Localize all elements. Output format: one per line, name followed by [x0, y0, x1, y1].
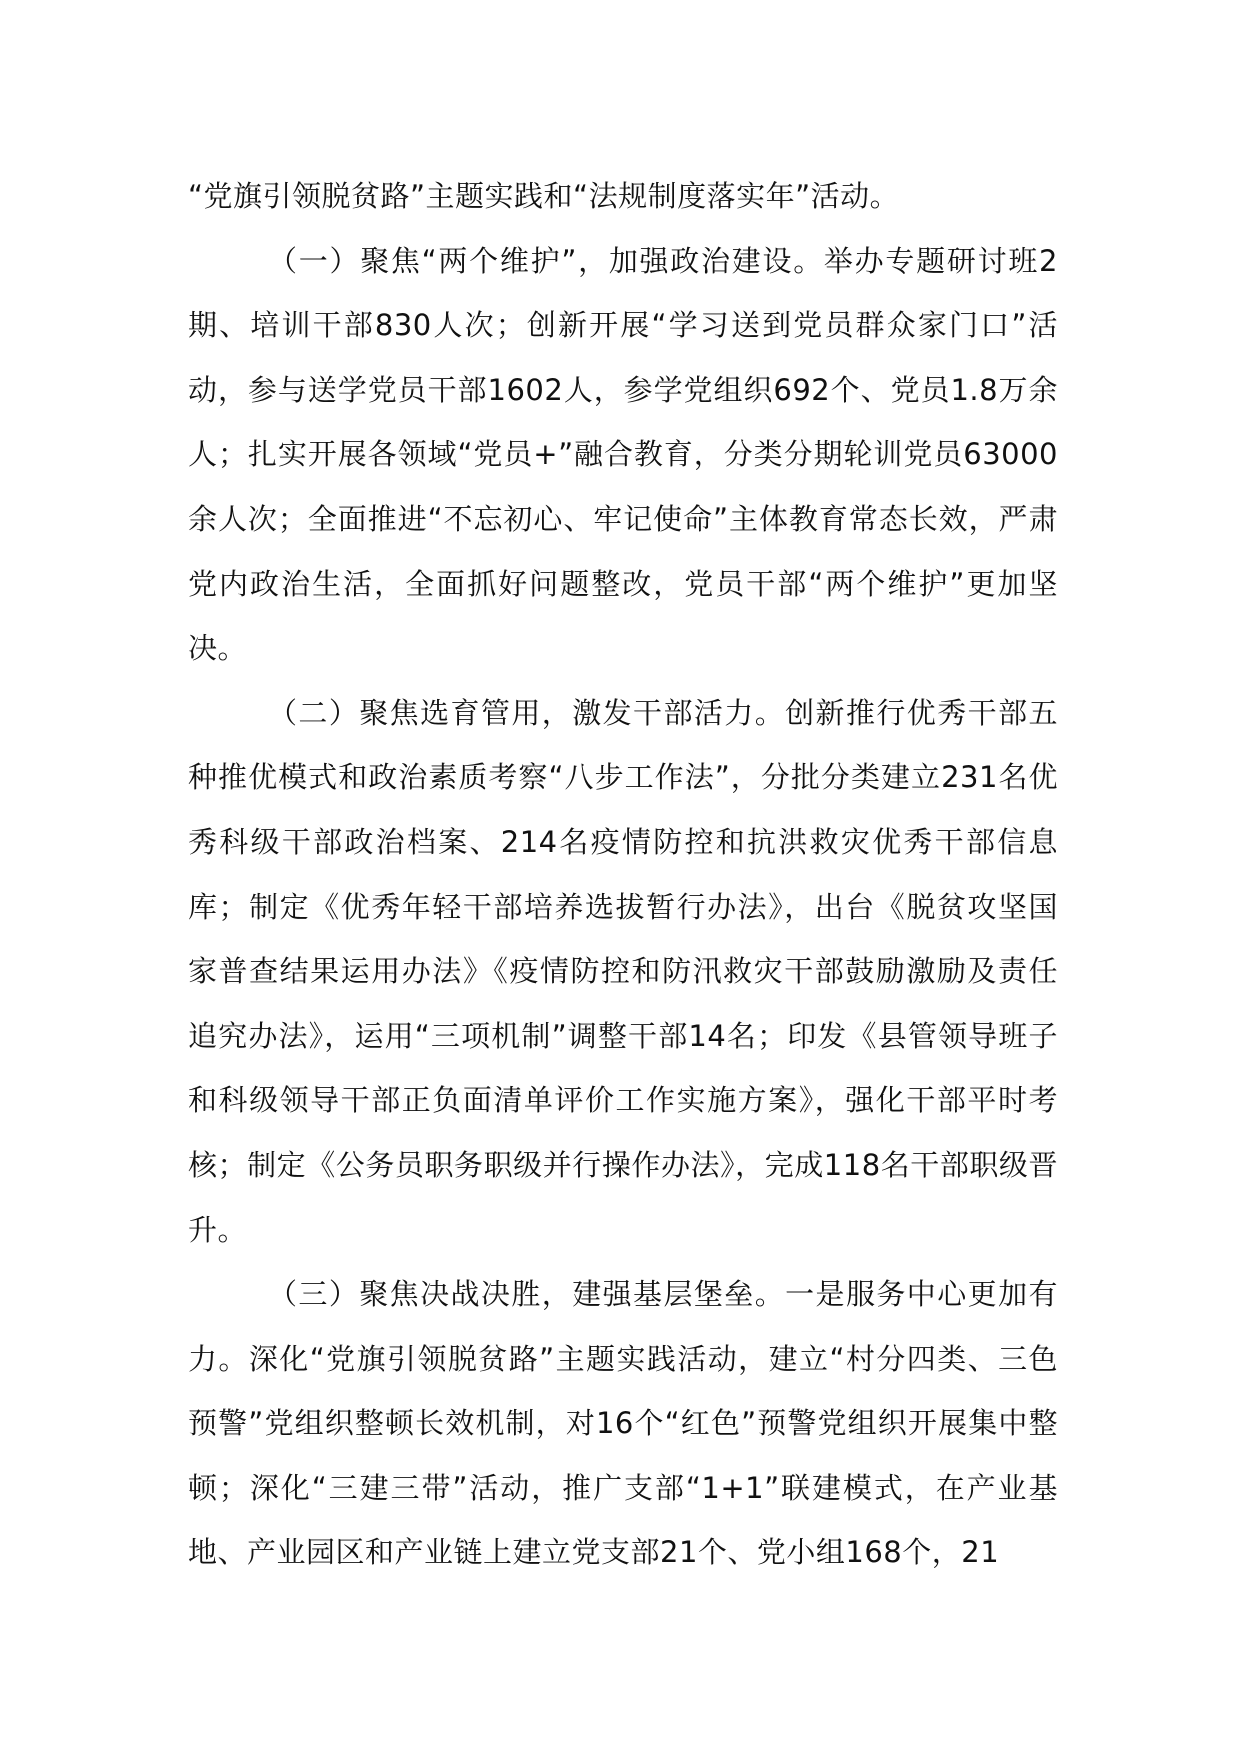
paragraph-grassroots-fortress: （三）聚焦决战决胜，建强基层堡垒。一是服务中心更加有力。深化“党旗引领脱贫路”主题实践活动，建立“村分四类、三色预警”党组织整顿长效机制，对16个“红色”预警党组织开展集中整顿；深化“三建三带”活动，推广支部“1+1”联建模式，在产业基地、产业园区和产业链上建立党支部21个、党小组168个，21: [188, 1277, 1058, 1570]
paragraph-cadre-vitality: （二）聚焦选育管用，激发干部活力。创新推行优秀干部五种推优模式和政治素质考察“八步工作法”，分批分类建立231名优秀科级干部政治档案、214名疫情防控和抗洪救灾优秀干部信息库；制定《优秀年轻干部培养选拔暂行办法》，出台《脱贫攻坚国家普查结果运用办法》《疫情防控和防汛救灾干部鼓励激励及责任追究办法》，运用“三项机制”调整干部14名；印发《县管领导班子和科级领导干部正负面清单评价工作实施方案》，强化干部平时考核；制定《公务员职务职级并行操作办法》，完成118名干部职级晋升。: [188, 695, 1058, 1247]
paragraph-political-building: （一）聚焦“两个维护”，加强政治建设。举办专题研讨班2期、培训干部830人次；创新开展“学习送到党员群众家门口”活动，参与送学党员干部1602人，参学党组织692个、党员1.8万余人；扎实开展各领域“党员+”融合教育，分类分期轮训党员63000余人次；全面推进“不忘初心、牢记使命”主体教育常态长效，严肃党内政治生活，全面抓好问题整改，党员干部“两个维护”更加坚决。: [188, 243, 1058, 666]
paragraph-continuation: “党旗引领脱贫路”主题实践和“法规制度落实年”活动。: [188, 179, 900, 213]
document-body: [188, 164, 1058, 1585]
